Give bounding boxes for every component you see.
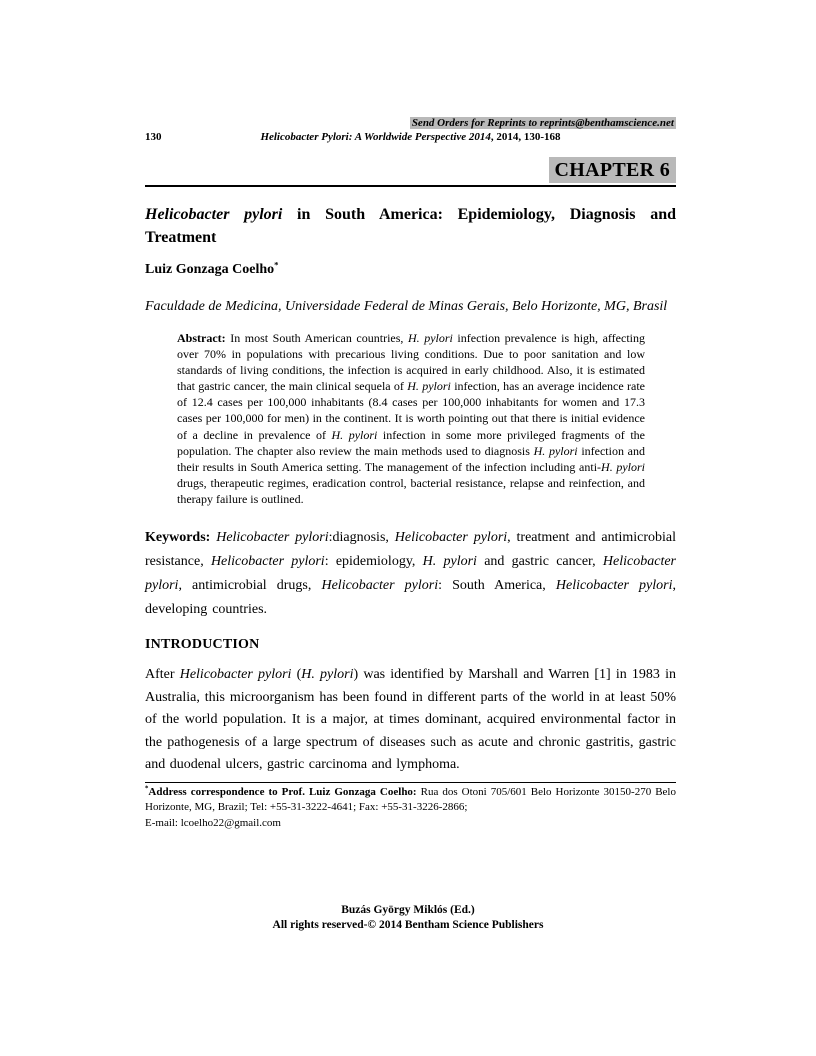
keywords-paragraph: Keywords: Helicobacter pylori:diagnosis, Helicobacter pylori, treatment and antimicrobial resistance, Helicobacter pylori: epidemiology, H. pylori and gastric cancer, Helicobacter pylori, antimicrobial drugs, Helicobacter pylori: South America, Helicobacter pylori, developing countries. bbox=[145, 530, 677, 618]
page-footer bbox=[0, 903, 816, 932]
chapter-label: CHAPTER 6 bbox=[549, 157, 676, 183]
chapter-row bbox=[145, 157, 676, 183]
footnote-rule bbox=[145, 782, 676, 783]
section-heading-introduction: INTRODUCTION bbox=[145, 637, 260, 653]
author-affiliation: Faculdade de Medicina, Universidade Federal de Minas Gerais, Belo Horizonte, MG, Brasil bbox=[145, 299, 668, 314]
editor-line: Buzás György Miklós (Ed.) bbox=[341, 904, 475, 916]
running-head bbox=[145, 131, 676, 144]
page-number: 130 bbox=[145, 131, 162, 143]
reprint-notice: Send Orders for Reprints to reprints@benthamscience.net bbox=[411, 117, 674, 129]
header-rule bbox=[145, 185, 676, 187]
correspondence-footnote: *Address correspondence to Prof. Luiz Gonzaga Coelho: Rua dos Otoni 705/601 Belo Horizonte 30150-270 Belo Horizonte, MG, Brazil; Tel: +55-31-3222-4641; Fax: +55-31-3226-2866; E-mail: lcoelho22@gmail.com bbox=[145, 784, 676, 829]
reprint-notice-line bbox=[145, 117, 676, 130]
introduction-paragraph: After Helicobacter pylori (H. pylori) was identified by Marshall and Warren [1] in 1983 in Australia, this microorganism has been found in different parts of the world in at least 50% of the world population. It is a major, at times dominant, acquired environmental factor in the pathogenesis of a large spectrum of diseases such as acute and chronic gastritis, gastric and duodenal ulcers, gastric carcinoma and lymphoma. bbox=[145, 667, 676, 773]
copyright-line: All rights reserved-© 2014 Bentham Science Publishers bbox=[272, 918, 544, 931]
abstract-paragraph: Abstract: In most South American countries, H. pylori infection prevalence is high, affecting over 70% in populations with precarious living conditions. Due to poor sanitation and low standards of living conditions, the infection is acquired in early childhood. Also, it is estimated that gastric cancer, the main clinical sequela of H. pylori infection, has an average incidence rate of 12.4 cases per 100,000 inhabitants (8.4 cases per 100,000 inhabitants for women and 17.3 cases per 100,000 for men) in the continent. It is worth pointing out that there is initial evidence of a decline in prevalence of H. pylori infection in some more privileged fragments of the population. The chapter also review the main methods used to diagnosis H. pylori infection and their results in South America setting. The management of the infection including anti-H. pylori drugs, therapeutic regimes, eradication control, bacterial resistance, relapse and reinfection, and therapy failure is outlined. bbox=[177, 331, 646, 506]
chapter-title: Helicobacter pylori in South America: Epidemiology, Diagnosis and Treatment bbox=[145, 206, 676, 246]
book-reference: Helicobacter Pylori: A Worldwide Perspective 2014, 2014, 130-168 bbox=[260, 131, 561, 143]
author-name: Luiz Gonzaga Coelho* bbox=[145, 259, 279, 277]
page-content bbox=[145, 0, 676, 831]
